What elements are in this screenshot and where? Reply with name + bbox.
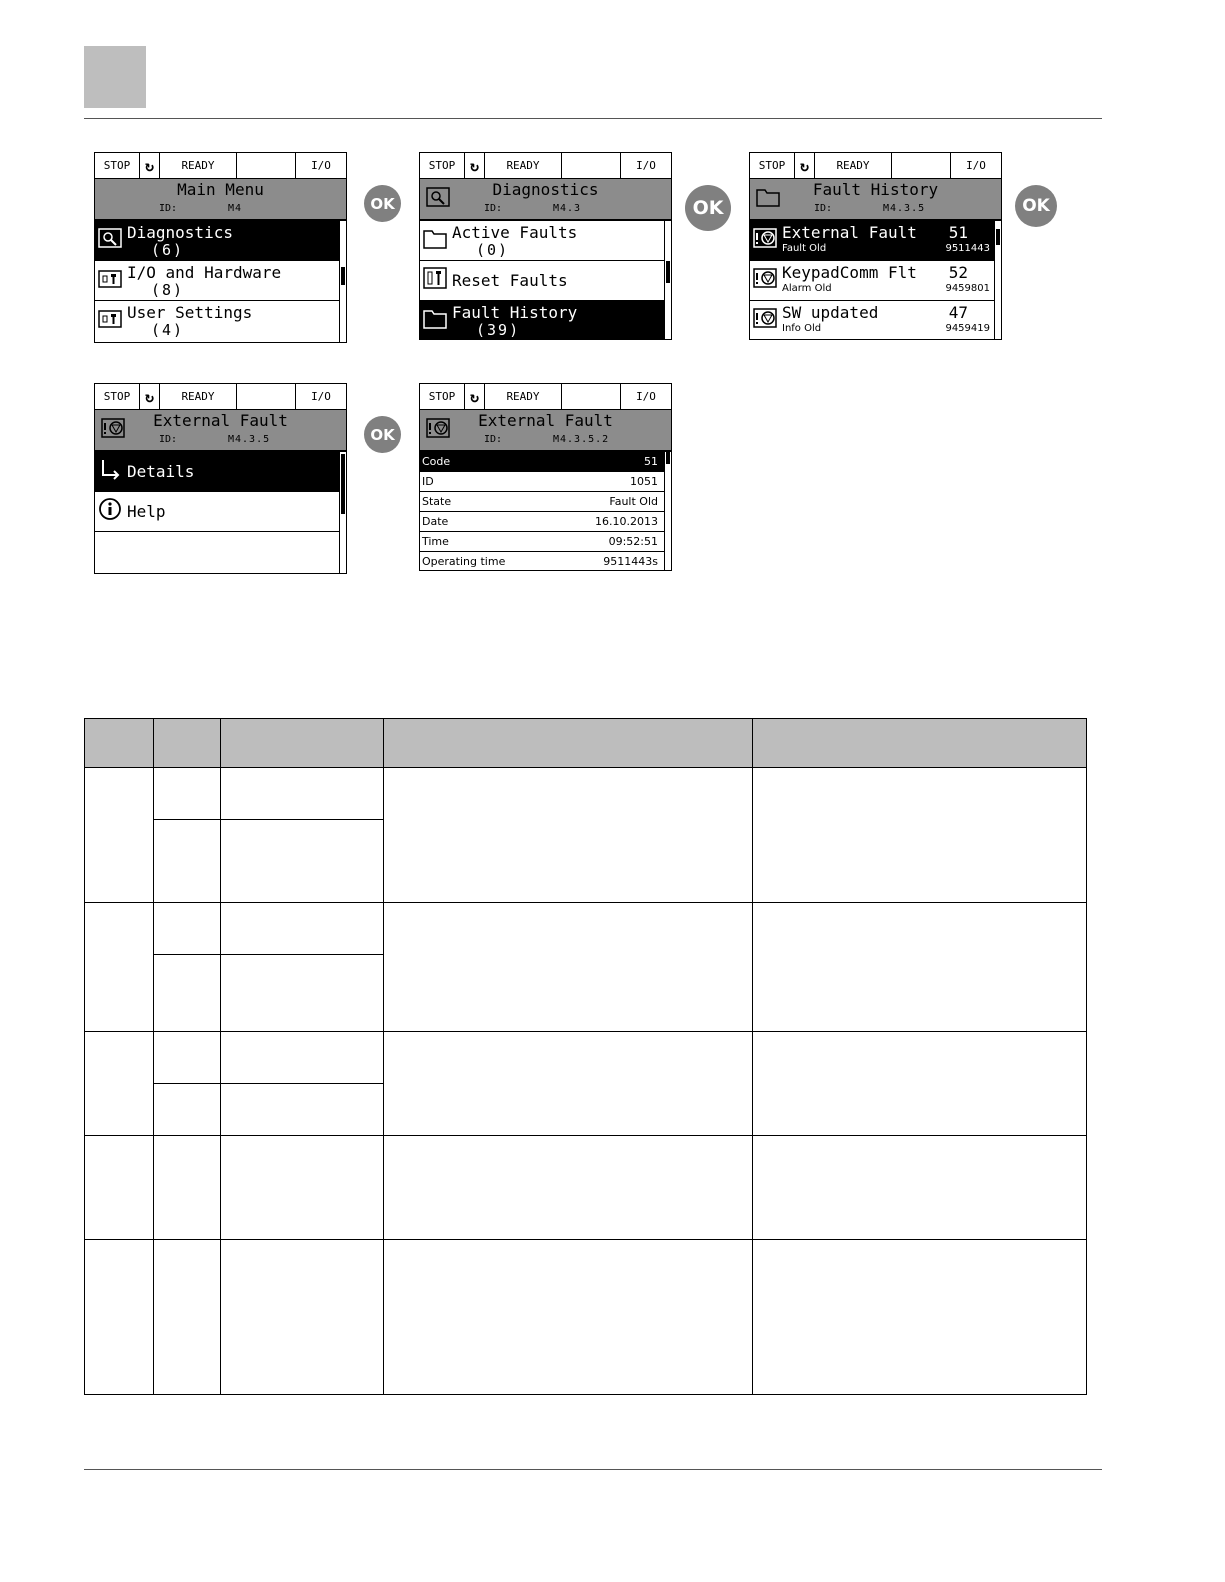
menu-item-details[interactable] — [95, 452, 339, 492]
status-bar — [750, 153, 1001, 179]
fault-time-value: 9511443 — [945, 243, 990, 254]
table-cell — [753, 903, 1087, 1032]
table-cell — [85, 768, 154, 903]
table-cell — [220, 955, 383, 1032]
id-label: ID: — [159, 203, 178, 214]
table-cell — [153, 820, 220, 903]
rotation-icon: ↻ — [795, 153, 815, 178]
menu-item-label: Diagnostics — [127, 223, 233, 242]
table-cell — [85, 903, 154, 1032]
fault-icon — [753, 267, 777, 289]
table-header-row — [85, 719, 1087, 768]
rotation-icon: ↻ — [465, 153, 485, 178]
scrollbar-thumb[interactable] — [341, 267, 345, 285]
status-stop: STOP — [750, 153, 795, 178]
table-cell — [220, 1032, 383, 1084]
detail-row-state — [420, 492, 664, 512]
screen-title-bar — [95, 410, 346, 452]
table-cell — [153, 903, 220, 955]
detail-key: State — [422, 495, 452, 508]
table-cell — [753, 768, 1087, 903]
fault-entry[interactable] — [750, 301, 994, 340]
screen-main-menu — [94, 152, 347, 343]
detail-value: 1051 — [630, 475, 658, 488]
rotation-icon: ↻ — [465, 384, 485, 409]
menu-item-count: (8) — [151, 281, 185, 299]
table-row — [85, 1032, 1087, 1084]
status-stop: STOP — [95, 153, 140, 178]
detail-key: Operating time — [422, 555, 506, 568]
fault-icon — [753, 227, 777, 249]
status-blank — [892, 153, 951, 178]
footer-rule — [84, 1469, 1102, 1470]
table-cell — [153, 1084, 220, 1136]
status-io: I/O — [311, 390, 331, 403]
table-row — [85, 768, 1087, 820]
fault-name: External Fault — [782, 223, 917, 242]
table-row — [85, 1136, 1087, 1240]
table-cell — [153, 1032, 220, 1084]
table-cell — [85, 1136, 154, 1240]
menu-item-label: User Settings — [127, 303, 253, 322]
scrollbar-thumb[interactable] — [666, 452, 670, 464]
menu-item-label: Reset Faults — [452, 271, 568, 290]
fault-name: SW updated — [782, 303, 879, 322]
screen-title: Diagnostics — [492, 180, 599, 199]
menu-item-label: I/O and Hardware — [127, 263, 282, 282]
parameter-table — [84, 718, 1087, 1395]
table-header-cell — [220, 719, 383, 768]
menu-item-user-settings[interactable] — [95, 301, 339, 341]
status-ready: READY — [160, 384, 237, 409]
table-cell — [220, 1240, 383, 1395]
fault-state: Info Old — [782, 323, 822, 334]
menu-item-count: (4) — [151, 321, 185, 339]
table-cell — [753, 1240, 1087, 1395]
id-label: ID: — [159, 434, 178, 445]
io-hardware-icon — [98, 267, 122, 289]
table-header-cell — [383, 719, 753, 768]
id-label: ID: — [484, 203, 503, 214]
detail-row-id — [420, 472, 664, 492]
detail-value: 51 — [644, 455, 658, 468]
table-cell — [220, 820, 383, 903]
table-cell — [153, 768, 220, 820]
scrollbar-thumb[interactable] — [666, 261, 670, 283]
ok-button[interactable]: OK — [364, 185, 401, 222]
detail-key: Date — [422, 515, 449, 528]
menu-location: M4.3.5 — [883, 203, 926, 214]
menu-item-label: Fault History — [452, 303, 578, 322]
menu-location: M4.3.5.2 — [553, 434, 610, 445]
magnifier-icon — [98, 227, 122, 249]
detail-row-code — [420, 452, 664, 472]
table-cell — [383, 1136, 753, 1240]
status-bar — [95, 384, 346, 410]
ok-button[interactable]: OK — [364, 416, 401, 453]
scrollbar-thumb[interactable] — [341, 454, 345, 514]
id-label: ID: — [484, 434, 503, 445]
table-cell — [220, 1084, 383, 1136]
table-header-cell — [753, 719, 1087, 768]
status-io: I/O — [636, 159, 656, 172]
detail-value: 16.10.2013 — [595, 515, 658, 528]
fault-name: KeypadComm Flt — [782, 263, 917, 282]
status-io: I/O — [636, 390, 656, 403]
detail-row-operating-time — [420, 552, 664, 571]
menu-item-count: (39) — [476, 321, 521, 339]
status-blank — [562, 153, 621, 178]
fault-state: Fault Old — [782, 243, 827, 254]
table-cell — [220, 1136, 383, 1240]
detail-row-time — [420, 532, 664, 552]
fault-code: 47 — [948, 303, 968, 322]
menu-item-active-faults[interactable] — [420, 221, 664, 261]
detail-key: Time — [422, 535, 449, 548]
screen-title-bar — [420, 410, 671, 452]
status-bar — [420, 153, 671, 179]
screen-diagnostics — [419, 152, 672, 340]
detail-key: ID — [422, 475, 434, 488]
table-cell — [383, 1240, 753, 1395]
status-ready: READY — [160, 153, 237, 178]
table-row — [85, 1240, 1087, 1395]
status-io: I/O — [311, 159, 331, 172]
menu-location: M4.3 — [553, 203, 582, 214]
fault-entry[interactable] — [750, 221, 994, 261]
menu-location: M4.3.5 — [228, 434, 271, 445]
status-blank — [237, 153, 296, 178]
header-rule — [84, 118, 1102, 119]
status-bar — [420, 384, 671, 410]
screen-external-fault-details — [419, 383, 672, 571]
ok-button[interactable]: OK — [685, 185, 731, 231]
table-cell — [220, 903, 383, 955]
reset-faults-icon — [423, 267, 447, 289]
menu-item-label: Active Faults — [452, 223, 578, 242]
status-stop: STOP — [420, 153, 465, 178]
menu-item-count: (6) — [151, 241, 185, 259]
menu-item-help[interactable] — [95, 492, 339, 532]
status-blank — [562, 384, 621, 409]
table-cell — [153, 955, 220, 1032]
fault-entry[interactable] — [750, 261, 994, 301]
id-label: ID: — [814, 203, 833, 214]
fault-state: Alarm Old — [782, 283, 832, 294]
screen-title-bar — [95, 179, 346, 221]
table-cell — [153, 1136, 220, 1240]
table-cell — [383, 768, 753, 903]
scrollbar[interactable] — [339, 221, 346, 343]
status-stop: STOP — [420, 384, 465, 409]
ok-button[interactable]: OK — [1015, 185, 1057, 227]
fault-time-value: 9459419 — [945, 323, 990, 334]
screen-title-bar — [420, 179, 671, 221]
table-cell — [753, 1032, 1087, 1136]
status-io: I/O — [966, 159, 986, 172]
table-header-cell — [85, 719, 154, 768]
table-cell — [85, 1240, 154, 1395]
detail-value: 09:52:51 — [608, 535, 658, 548]
menu-item-label: Details — [127, 462, 195, 481]
detail-key: Code — [422, 455, 451, 468]
screen-title: External Fault — [153, 411, 288, 430]
menu-item-reset-faults[interactable] — [420, 261, 664, 301]
screen-title: Main Menu — [177, 180, 264, 199]
menu-item-diagnostics[interactable] — [95, 221, 339, 261]
menu-item-io-hardware[interactable] — [95, 261, 339, 301]
fault-code: 52 — [948, 263, 968, 282]
table-cell — [153, 1240, 220, 1395]
scrollbar[interactable] — [664, 452, 671, 571]
screen-title-bar — [750, 179, 1001, 221]
table-row — [85, 903, 1087, 955]
status-ready: READY — [485, 153, 562, 178]
menu-item-fault-history[interactable] — [420, 301, 664, 340]
table-header-cell — [153, 719, 220, 768]
detail-row-date — [420, 512, 664, 532]
scrollbar[interactable] — [994, 221, 1001, 340]
info-icon — [98, 498, 122, 520]
folder-icon — [423, 227, 447, 249]
menu-item-count: (0) — [476, 241, 510, 259]
status-blank — [237, 384, 296, 409]
arrow-down-right-icon — [98, 458, 122, 480]
chapter-tab-block — [84, 46, 146, 108]
table-cell — [85, 1032, 154, 1136]
screen-external-fault-menu — [94, 383, 347, 574]
user-settings-icon — [98, 307, 122, 329]
menu-location: M4 — [228, 203, 243, 214]
rotation-icon: ↻ — [140, 384, 160, 409]
table-cell — [383, 903, 753, 1032]
fault-time-value: 9459801 — [945, 283, 990, 294]
status-ready: READY — [815, 153, 892, 178]
screen-title: Fault History — [812, 180, 939, 199]
status-bar — [95, 153, 346, 179]
rotation-icon: ↻ — [140, 153, 160, 178]
folder-icon — [423, 307, 447, 329]
scrollbar[interactable] — [664, 221, 671, 340]
screen-fault-history — [749, 152, 1002, 340]
detail-value: 9511443s — [603, 555, 658, 568]
screen-title: External Fault — [478, 411, 613, 430]
fault-code: 51 — [948, 223, 968, 242]
table-cell — [753, 1136, 1087, 1240]
table-cell — [383, 1032, 753, 1136]
detail-value: Fault Old — [609, 495, 658, 508]
fault-icon — [753, 307, 777, 329]
status-ready: READY — [485, 384, 562, 409]
menu-item-label: Help — [127, 502, 166, 521]
status-stop: STOP — [95, 384, 140, 409]
scrollbar-thumb[interactable] — [996, 229, 1000, 245]
scrollbar[interactable] — [339, 452, 346, 574]
table-cell — [220, 768, 383, 820]
